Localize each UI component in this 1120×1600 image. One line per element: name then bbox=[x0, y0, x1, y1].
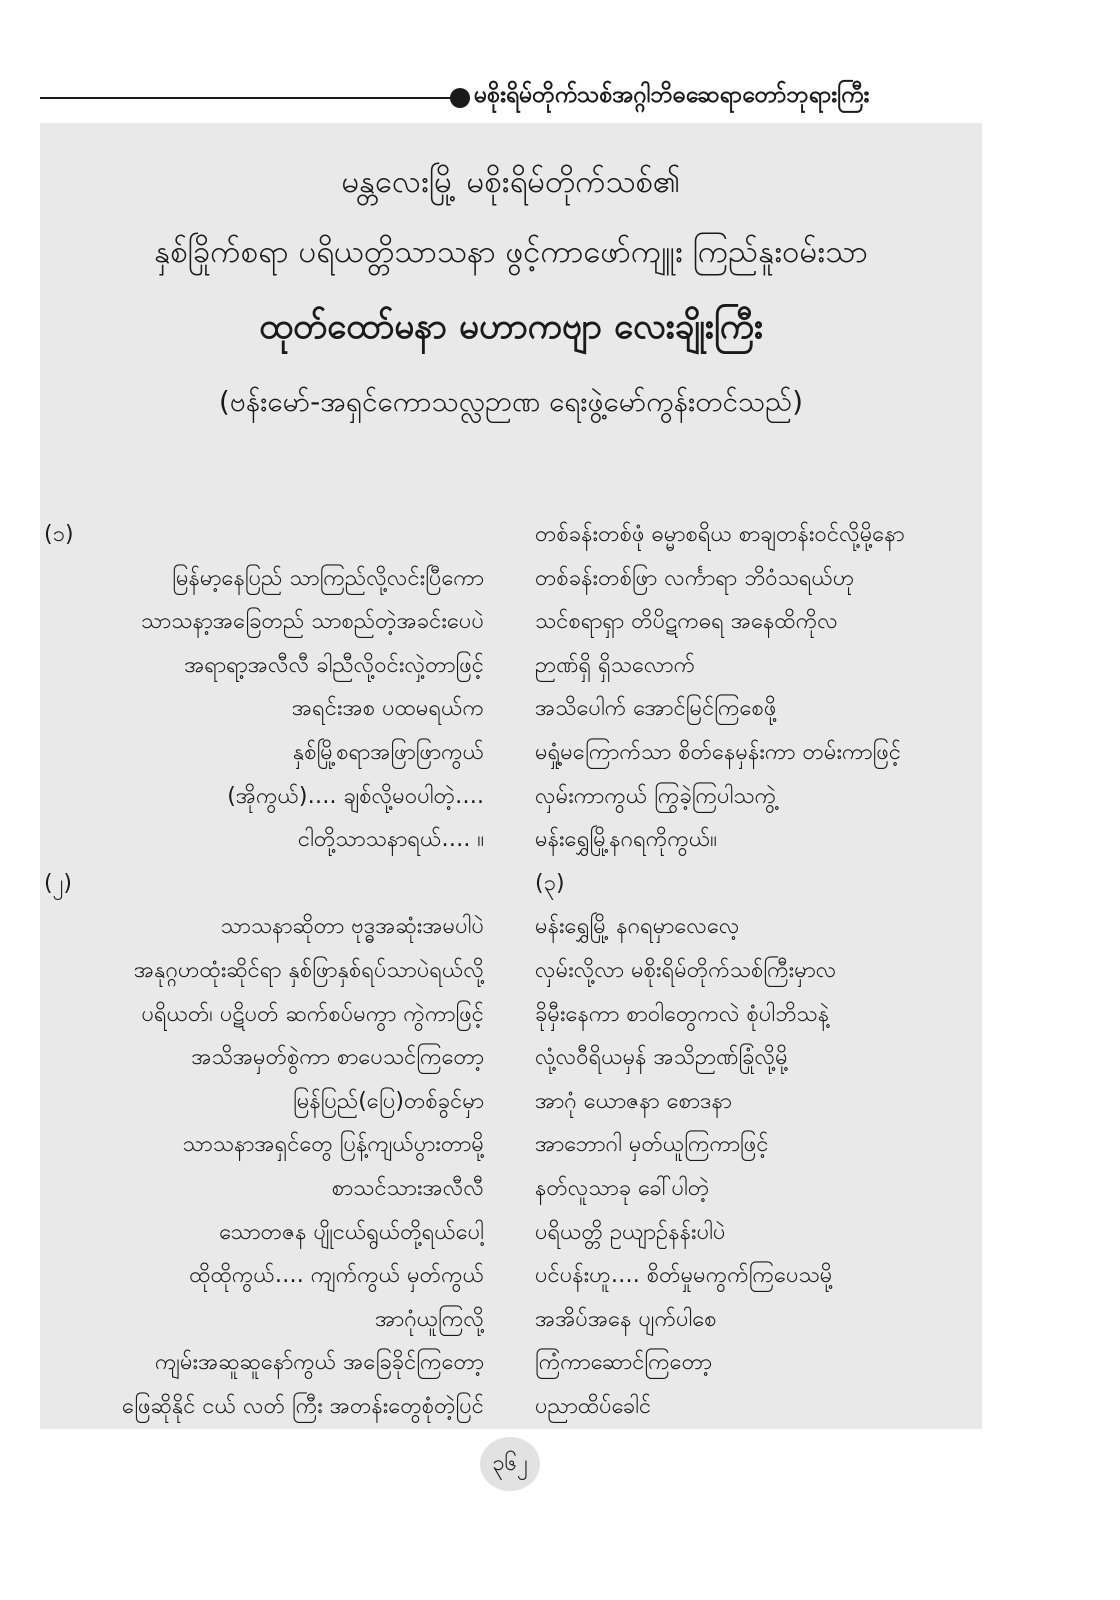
stanza-number: (၃) bbox=[535, 870, 565, 896]
author-credit: (ဗန်းမော်-အရှင်ကောသလ္လဉာဏ ရေးဖွဲ့မော်ကွန်းတင်သည်) bbox=[218, 385, 804, 418]
verse-line: ကျမ်းအဆူဆူနော်ကွယ် အခြေခိုင်ကြတော့ bbox=[154, 1350, 484, 1376]
verse-line: လှမ်းလို့လာ မစိုးရိမ်တိုက်သစ်ကြီးမှာလ bbox=[535, 957, 837, 983]
verse-line: လုံ့လဝီရိယမှန် အသိဉာဏ်ခြုံလို့မို့ bbox=[535, 1045, 788, 1071]
verse-line: ထိုထိုကွယ်…. ကျက်ကွယ် မှတ်ကွယ် bbox=[189, 1263, 484, 1289]
verse-line: နတ်လူသာခု ခေါ်ပါတဲ့ bbox=[535, 1175, 710, 1201]
title-block bbox=[40, 147, 982, 437]
verse-line: တစ်ခန်းတစ်ဖြာ လင်္ကာရာ ဘိဝံသရယ်ဟု bbox=[535, 565, 855, 591]
verse-line: မန်းရွှေမြို့ နဂရမှာလေလေ့ bbox=[535, 914, 740, 940]
page-number: ၃၆၂ bbox=[480, 1437, 540, 1491]
verse-line: အာဘောဂါ မှတ်ယူကြကာဖြင့် bbox=[535, 1132, 769, 1158]
verse-line: အရင်းအစ ပထမရယ်က bbox=[291, 696, 484, 722]
verse-line: အသိအမှတ်စွဲကာ စာပေသင်ကြတော့ bbox=[191, 1045, 484, 1071]
verse-line: ခိုမှီးနေကာ စာဝါတွေကလဲ စုံပါဘိသနဲ့ bbox=[535, 1001, 830, 1027]
main-title: ထုတ်ထော်မနာ မဟာကဗျာ လေးချိုးကြီး bbox=[259, 307, 763, 347]
verse-line: (အိုကွယ်)…. ချစ်လို့မဝပါတဲ့…. bbox=[227, 783, 484, 809]
verse-line: အာဂုံ ယောဇနာ စောဒနာ bbox=[535, 1088, 732, 1114]
verse-line: ကြံကာဆောင်ကြတော့ bbox=[535, 1350, 713, 1376]
running-title: မစိုးရိမ်တိုက်သစ်အဂ္ဂါဘိဓဆေရာတော်ဘုရားကြီး bbox=[474, 82, 870, 108]
verse-line: အာဂုံယူကြလို့ bbox=[374, 1306, 484, 1332]
verse-line: ပင်ပန်းဟူ…. စိတ်မှုမကွက်ကြပေသမို့ bbox=[535, 1263, 833, 1289]
header-rule bbox=[40, 97, 458, 99]
verse-line: မြန်ပြည်(ပြေ)တစ်ခွင်မှာ bbox=[293, 1088, 484, 1114]
title-line-1: မန္တလေးမြို့ မစိုးရိမ်တိုက်သစ်၏ bbox=[341, 164, 681, 200]
verse-line: သင်စရာရှာ တိပိဋကဓရ အနေထိကိုလ bbox=[535, 609, 838, 635]
verse-line: ငါတို့သာသနာရယ်…. ။ bbox=[297, 827, 484, 853]
left-column bbox=[44, 513, 484, 1428]
verse-line: အသိပေါက် အောင်မြင်ကြစေဖို့ bbox=[535, 696, 777, 722]
verse-line: တစ်ခန်းတစ်ဖုံ ဓမ္မာစရိယ စာချတန်းဝင်လို့မို့နော bbox=[535, 522, 905, 547]
verse-line: လှမ်းကာကွယ် ကြွခဲ့ကြပါသကွဲ့ bbox=[535, 783, 777, 809]
header-bullet-icon bbox=[450, 88, 470, 108]
verse-line: အအိပ်အနေ ပျက်ပါစေ bbox=[535, 1306, 717, 1332]
verse-line: စာသင်သားအလီလီ bbox=[331, 1175, 484, 1201]
right-column bbox=[535, 513, 975, 1428]
verse-line: ပရိယတ်၊ ပဋိပတ် ဆက်စပ်မကွာ ကွဲကာဖြင့် bbox=[141, 1001, 484, 1027]
verse-line: မြန်မာ့နေပြည် သာကြည်လို့လင်းပြီကော bbox=[172, 565, 484, 591]
stanza-number: (၂) bbox=[44, 870, 72, 896]
verse-line: ပရိယတ္တိ ဥယျာဉ်နန်းပါပဲ bbox=[535, 1219, 726, 1245]
content-panel bbox=[40, 123, 982, 1429]
verse-line: နှစ်မြို့စရာအဖြာဖြာကွယ် bbox=[292, 739, 484, 765]
verse-line: သာသနာဆိုတာ ဗုဒ္ဓအဆုံးအမပါပဲ bbox=[220, 914, 484, 940]
verse-line: ဉာဏ်ရှိ ရှိသလောက် bbox=[535, 652, 696, 678]
verse-line: ပညာထိပ်ခေါင် bbox=[535, 1393, 652, 1419]
verse-line: မန်းရွှေမြို့နဂရကိုကွယ်။ bbox=[535, 827, 717, 853]
verse-line: အနုဂ္ဂဟထုံးဆိုင်ရာ နှစ်ဖြာနှစ်ရပ်သာပဲရယ်လို့ bbox=[133, 957, 484, 983]
verse-line: သာသနာ့အခြေတည် သာစည်တဲ့အခင်းပေပဲ bbox=[140, 609, 484, 635]
verse-line: သောတဇန ပျိုငယ်ရွယ်တို့ရယ်ပေါ့ bbox=[219, 1219, 484, 1245]
title-line-2: နှစ်ခြိုက်စရာ ပရိယတ္တိသာသနာ ဖွင့်ကာဖော်ကျူး ကြည်နူးဝမ်းသာ bbox=[154, 234, 868, 270]
verse-line: ဖြေဆိုနိုင် ငယ် လတ် ကြီး အတန်းတွေစုံတဲ့ပြင် bbox=[121, 1393, 484, 1419]
stanza-number: (၁) bbox=[44, 522, 74, 547]
verse-line: သာသနာအရှင်တွေ ပြန့်ကျယ်ပွားတာမို့ bbox=[182, 1132, 484, 1158]
verse-line: အရာရာ့အလီလီ ခါညီလို့ဝင်းလှဲ့တာဖြင့် bbox=[184, 652, 484, 678]
verse-line: မရှုံ့မကြောက်သာ စိတ်နေမှန်းကာ တမ်းကာဖြင့် bbox=[535, 739, 902, 765]
